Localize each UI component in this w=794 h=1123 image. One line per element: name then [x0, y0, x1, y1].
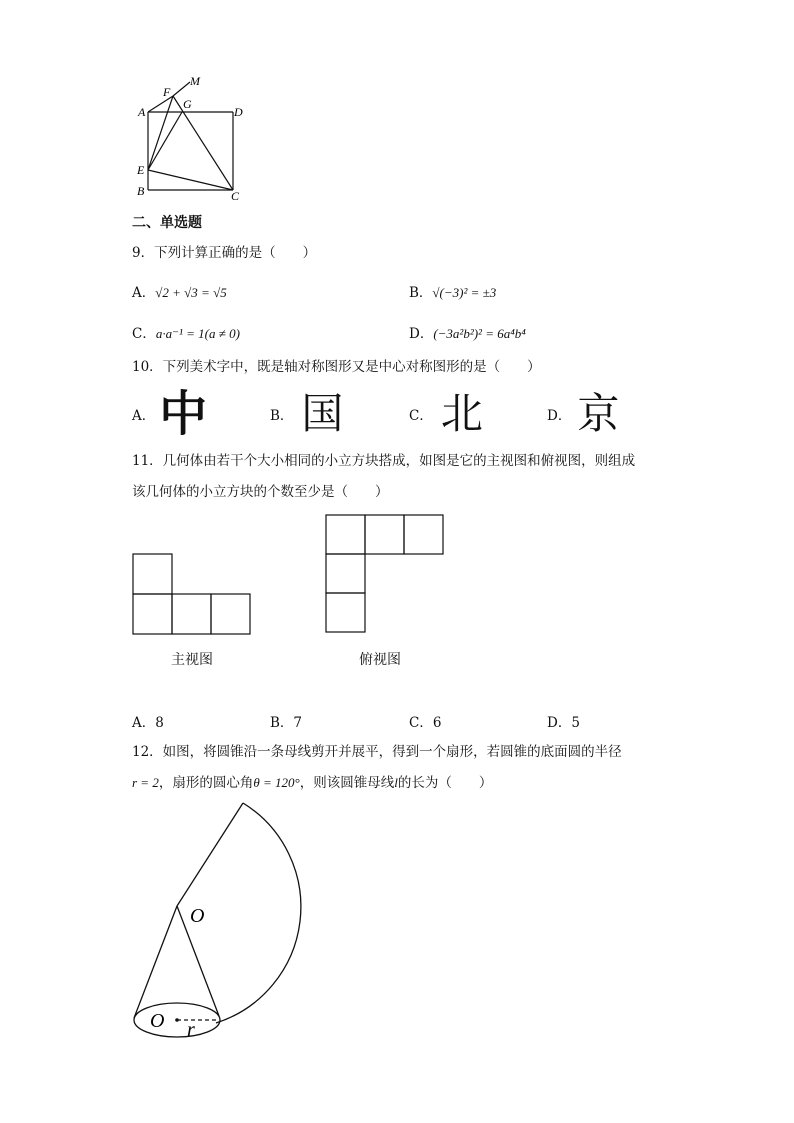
q9-option-c-expr: a·a⁻¹ = 1(a ≠ 0) [155, 326, 240, 341]
q12-text-b: ，扇形的圆心角 [158, 775, 254, 791]
apex-label-o: O [190, 905, 205, 927]
q9-option-c-letter: C． [132, 326, 156, 342]
q9-option-a-expr: √2 + √3 = √5 [155, 285, 227, 300]
label-m: M [190, 74, 200, 88]
q12-text-f: 的长为（ ） [397, 775, 493, 791]
radius-label-r: r [187, 1019, 195, 1041]
q12-stem-line1: 12．如图，将圆锥沿一条母线剪开并展平，得到一个扇形，若圆锥的底面圆的半径 [132, 744, 622, 760]
label-g: G [183, 97, 192, 111]
q12-radius-expr: r = 2 [132, 775, 159, 790]
q9-stem: 9．下列计算正确的是（ ） [132, 245, 317, 261]
q12-slant-symbol: l [394, 775, 398, 790]
q10-option-b-char: 国 [301, 389, 344, 438]
q9-option-a[interactable] [132, 281, 227, 301]
q11-option-c-letter: C． [409, 715, 433, 731]
label-a: A [138, 105, 146, 119]
q11-option-a[interactable] [132, 711, 164, 731]
front-view-label: 主视图 [171, 652, 213, 668]
section-title: 二、单选题 [132, 215, 202, 231]
q11-option-a-value: 8 [155, 715, 164, 731]
q9-option-a-letter: A． [132, 285, 156, 301]
q10-option-c-letter: C． [409, 408, 433, 424]
q10-option-d-letter: D． [547, 408, 572, 424]
q11-option-b-letter: B． [270, 715, 294, 731]
label-e: E [137, 163, 145, 177]
square-figure [130, 70, 260, 205]
front-view-figure [132, 553, 254, 636]
base-center-label-o: O [150, 1010, 165, 1032]
q12-text-d: ，则该圆锥母线 [299, 775, 395, 791]
q9-option-b[interactable] [409, 281, 496, 301]
q10-option-d-char: 京 [577, 389, 620, 438]
q10-option-c[interactable] [409, 390, 483, 438]
label-d: D [234, 105, 243, 119]
q11-option-b[interactable] [270, 711, 302, 731]
label-c: C [231, 189, 240, 203]
q9-option-b-expr: √(−3)² = ±3 [432, 285, 497, 300]
q10-option-d[interactable] [547, 390, 619, 438]
q9-option-b-letter: B． [409, 285, 433, 301]
q11-option-b-value: 7 [293, 715, 303, 731]
q11-option-d-value: 5 [571, 715, 580, 731]
q10-option-a-char: 中 [159, 386, 208, 442]
q10-option-a[interactable] [132, 386, 208, 442]
q10-stem: 10．下列美术字中，既是轴对称图形又是中心对称图形的是（ ） [132, 359, 541, 375]
q11-stem-line2: 该几何体的小立方块的个数至少是（ ） [132, 484, 389, 500]
q12-angle-expr: θ = 120° [253, 775, 300, 790]
label-f: F [163, 85, 171, 99]
top-view-figure [325, 514, 447, 636]
q11-option-c-value: 6 [432, 715, 442, 731]
q12-stem-line2 [132, 774, 492, 792]
q9-option-c[interactable] [132, 322, 240, 342]
q10-option-b-letter: B． [270, 408, 294, 424]
q11-option-d[interactable] [547, 711, 580, 731]
q11-option-d-letter: D． [547, 715, 572, 731]
q10-option-a-letter: A． [132, 408, 156, 424]
cone-sector-figure [130, 800, 310, 1045]
top-view-label: 俯视图 [359, 652, 401, 668]
q9-option-d[interactable] [409, 322, 526, 342]
q9-option-d-expr: (−3a²b²)² = 6a⁴b⁴ [433, 326, 526, 341]
q10-option-b[interactable] [270, 390, 343, 438]
q11-stem-line1: 11．几何体由若干个大小相同的小立方块搭成，如图是它的主视图和俯视图，则组成 [132, 453, 636, 469]
q10-option-c-char: 北 [440, 389, 483, 438]
label-b: B [137, 184, 145, 198]
q11-option-c[interactable] [409, 711, 441, 731]
q11-option-a-letter: A． [132, 715, 156, 731]
q9-option-d-letter: D． [409, 326, 434, 342]
